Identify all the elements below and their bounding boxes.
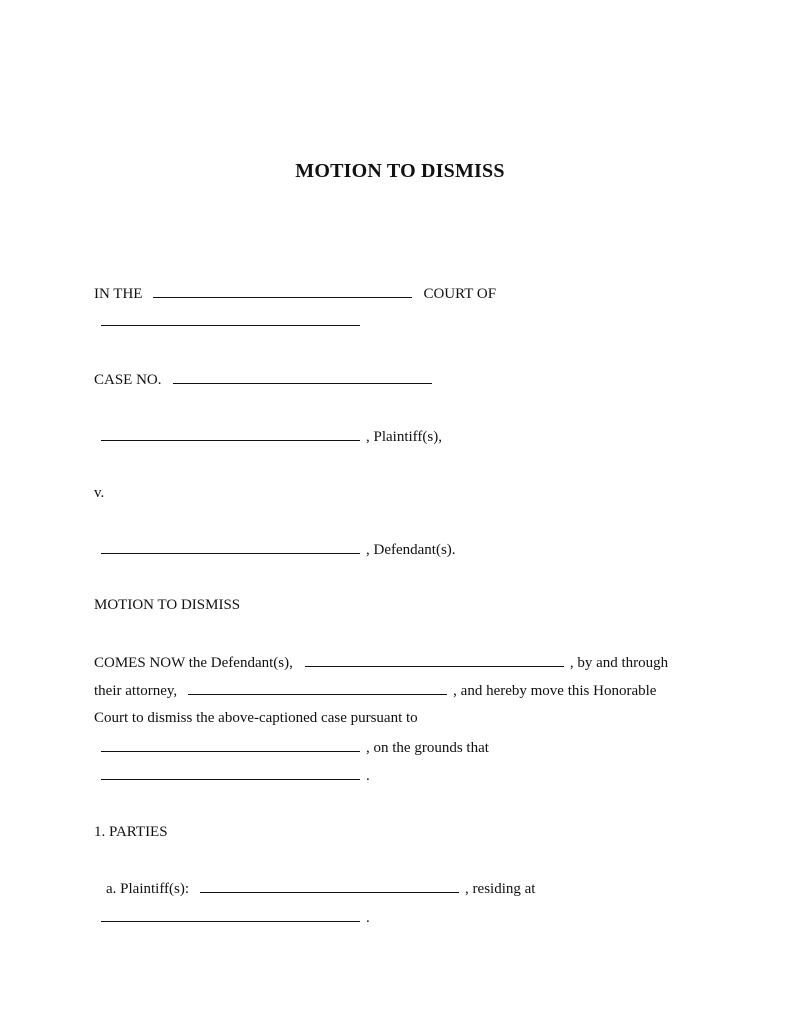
body-line-4: [94, 737, 489, 758]
body-line2-prefix: their attorney,: [94, 683, 178, 699]
plaintiff-address-blank[interactable]: [101, 907, 360, 922]
versus: v.: [94, 485, 105, 501]
body-line1-suffix: , by and through: [569, 655, 669, 671]
section-parties-heading: 1. PARTIES: [94, 824, 168, 840]
case-no-line: [94, 369, 438, 390]
defendant-body-blank[interactable]: [305, 652, 564, 667]
plaintiff-name-blank[interactable]: [101, 426, 360, 441]
body-line5-suffix: .: [366, 768, 370, 784]
body-line-2: [94, 680, 656, 701]
plaintiff-suffix: , Plaintiff(s),: [366, 429, 442, 445]
plaintiff-address-suffix: .: [366, 910, 370, 926]
court-location-line: [94, 311, 366, 332]
body-line-5: [94, 765, 370, 786]
body-line-3: Court to dismiss the above-captioned case pursuant to: [94, 710, 418, 726]
attorney-blank[interactable]: [188, 680, 447, 695]
body-line2-suffix: , and hereby move this Honorable: [453, 683, 657, 699]
statute-blank[interactable]: [101, 737, 360, 752]
court-name-blank[interactable]: [153, 283, 412, 298]
court-location-blank[interactable]: [101, 311, 360, 326]
plaintiff-address-line: [94, 907, 370, 928]
plaintiff-party-label: a. Plaintiff(s):: [106, 881, 190, 897]
plaintiff-line: [94, 426, 442, 447]
case-no-blank[interactable]: [173, 369, 432, 384]
body-line1-prefix: COMES NOW the Defendant(s),: [94, 655, 293, 671]
grounds-blank[interactable]: [101, 765, 360, 780]
defendant-suffix: , Defendant(s).: [366, 542, 456, 558]
court-suffix: COURT OF: [423, 286, 497, 302]
defendant-name-blank[interactable]: [101, 539, 360, 554]
defendant-line: [94, 539, 456, 560]
document-title: MOTION TO DISMISS: [295, 160, 505, 182]
court-line: [94, 283, 496, 304]
case-no-label: CASE NO.: [94, 372, 162, 388]
plaintiff-party-blank[interactable]: [200, 878, 459, 893]
plaintiff-party-line: [106, 878, 535, 899]
court-prefix: IN THE: [94, 286, 143, 302]
plaintiff-party-suffix: , residing at: [465, 881, 536, 897]
motion-heading: MOTION TO DISMISS: [94, 597, 241, 613]
body-line4-suffix: , on the grounds that: [366, 740, 489, 756]
body-line-1: [94, 652, 668, 673]
